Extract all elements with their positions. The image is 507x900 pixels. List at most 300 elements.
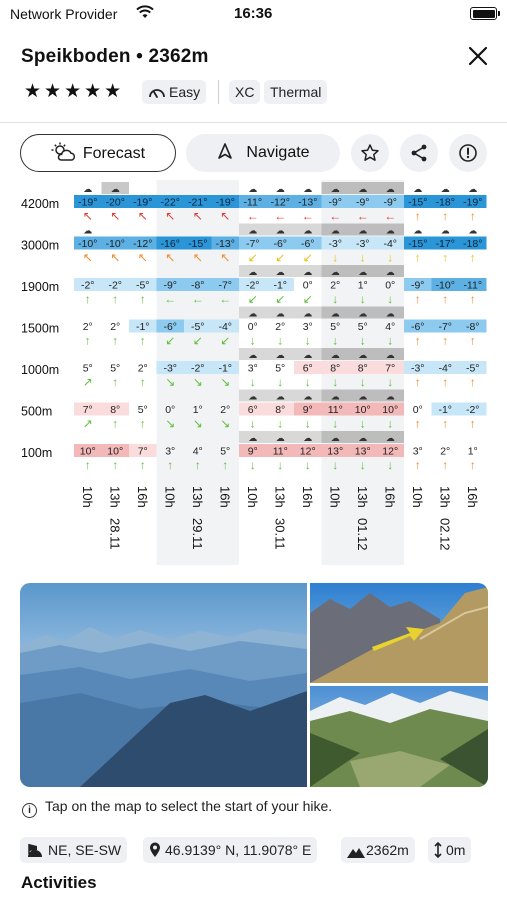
cloud-icon: ☁ <box>303 267 313 277</box>
temperature-value: 1° <box>357 279 368 292</box>
temperature-value: 5° <box>275 362 286 375</box>
altitude-label: 1900m <box>21 280 60 294</box>
cloud-icon: ☁ <box>83 184 93 194</box>
network-provider: Network Provider <box>10 6 118 22</box>
temperature-value: -1° <box>218 362 233 375</box>
temperature-value: 2° <box>110 321 121 333</box>
temperature-value: -4° <box>383 238 398 250</box>
wind-arrow: ↑ <box>112 416 119 431</box>
cloud-cover-cell <box>404 265 432 277</box>
cloud-icon: ☁ <box>275 433 285 443</box>
cloud-icon: ☁ <box>358 433 368 443</box>
hour-label: 16h <box>464 486 480 508</box>
mountain-photos[interactable] <box>20 583 488 787</box>
temperature-value: -6° <box>300 238 315 250</box>
temperature-value: 3° <box>302 321 313 333</box>
cloud-cover-cell <box>459 390 487 402</box>
cloud-cover-cell <box>432 265 460 277</box>
wind-arrow: ↘ <box>165 416 176 431</box>
temperature-value: -2° <box>80 279 95 292</box>
wind-arrow: ↘ <box>220 375 231 389</box>
wind-arrow: ← <box>164 292 177 306</box>
cloud-icon: ☁ <box>303 225 313 236</box>
altitude-label: 4200m <box>21 197 60 211</box>
date-label: 29.11 <box>189 518 205 550</box>
cloud-icon: ☁ <box>440 225 450 236</box>
elevation-chip <box>341 837 415 863</box>
alert-icon <box>458 143 478 163</box>
cloud-cover-cell <box>432 307 460 319</box>
temperature-value: 12° <box>382 445 399 458</box>
wind-arrow: ↓ <box>277 375 284 389</box>
temperature-value: -5° <box>190 321 205 333</box>
wind-arrow: ↑ <box>167 458 174 472</box>
temperature-value: -6° <box>410 321 425 333</box>
wind-arrow: ↓ <box>304 375 311 389</box>
temperature-value: 5° <box>330 321 341 333</box>
temperature-value: -13° <box>298 196 318 209</box>
cloud-icon: ☁ <box>385 184 395 194</box>
wind-arrow: ↑ <box>112 458 119 472</box>
temperature-value: 3° <box>165 445 176 458</box>
cloud-icon: ☁ <box>248 433 258 443</box>
navigate-label: Navigate <box>246 144 310 161</box>
temperature-value: -2° <box>245 279 260 292</box>
cloud-icon: ☁ <box>385 391 395 402</box>
wind-arrow: ↓ <box>359 292 366 306</box>
cloud-cover-cell <box>404 348 432 360</box>
wind-arrow: ↖ <box>192 250 203 265</box>
cloud-cover-cell <box>432 390 460 402</box>
temperature-value: 2° <box>330 279 341 292</box>
wind-arrow: ↑ <box>112 292 119 306</box>
hour-label: 10h <box>79 486 95 508</box>
wind-arrow: ↓ <box>387 458 394 472</box>
cloud-icon: ☁ <box>468 184 478 194</box>
wind-arrow: ↓ <box>387 292 394 306</box>
temperature-value: -15° <box>408 196 428 209</box>
wind-arrow: ↑ <box>414 292 421 306</box>
wind-arrow: ↓ <box>359 375 366 389</box>
cloud-icon: ☁ <box>358 225 368 236</box>
temperature-value: -15° <box>188 238 208 250</box>
favorite-button[interactable] <box>351 134 389 172</box>
temperature-value: -16° <box>160 238 180 250</box>
temperature-value: -9° <box>410 279 425 292</box>
temperature-value: 0° <box>247 321 258 333</box>
elevation-value: 2362m <box>366 842 409 858</box>
wind-arrow: ↓ <box>332 333 339 348</box>
cloud-icon: ☁ <box>330 267 340 277</box>
location-pin-icon <box>149 842 161 858</box>
gauge-icon <box>148 86 166 98</box>
temperature-value: -19° <box>215 196 235 209</box>
wind-arrow: ↙ <box>275 250 286 265</box>
hour-label: 13h <box>107 486 123 508</box>
wind-arrow: ↓ <box>359 416 366 431</box>
wind-arrow: ↓ <box>332 416 339 431</box>
wind-arrow: ↖ <box>110 250 121 265</box>
temperature-value: 13° <box>354 445 371 458</box>
star-icon <box>360 143 380 163</box>
temperature-value: 5° <box>357 321 368 333</box>
cloud-icon: ☁ <box>275 184 285 194</box>
wind-arrow: ↑ <box>222 458 229 472</box>
cloud-icon: ☁ <box>275 391 285 402</box>
temperature-value: 12° <box>299 445 316 458</box>
wind-arrow: ↓ <box>387 375 394 389</box>
wind-arrow: ↑ <box>414 209 421 223</box>
wind-arrow: ↓ <box>332 458 339 472</box>
temperature-value: -3° <box>355 238 370 250</box>
cloud-icon: ☁ <box>275 225 285 236</box>
temperature-value: -22° <box>160 196 180 209</box>
wind-arrow: ↑ <box>139 375 146 389</box>
section-title: Activities <box>21 873 97 892</box>
navigation-arrow-icon <box>216 142 234 160</box>
map-hint-text: Tap on the map to select the start of your hike. <box>45 798 333 814</box>
temperature-value: -9° <box>383 196 398 209</box>
tag-xc: XC <box>229 80 260 104</box>
photo-gallery[interactable] <box>20 583 488 787</box>
hour-label: 16h <box>382 486 398 508</box>
cloud-icon: ☁ <box>358 308 368 319</box>
partly-cloudy-icon <box>51 142 77 162</box>
temperature-value: -12° <box>133 238 153 250</box>
close-icon[interactable] <box>466 44 490 68</box>
share-button[interactable] <box>400 134 438 172</box>
wind-arrow: ↙ <box>220 333 231 348</box>
wind-arrow: ↗ <box>82 416 93 431</box>
wind-arrow: ↘ <box>192 416 203 431</box>
wind-arrow: ↖ <box>137 209 148 223</box>
wind-arrow: ↑ <box>414 458 421 472</box>
temperature-value: -3° <box>410 362 425 375</box>
wind-arrow: ↑ <box>442 458 449 472</box>
wind-arrow: ↘ <box>192 375 203 389</box>
temperature-value: -3° <box>328 238 343 250</box>
wind-arrow: ↓ <box>249 416 256 431</box>
height-difference-value: 0m <box>446 842 466 858</box>
wind-arrow: ← <box>329 209 342 223</box>
temperature-value: -19° <box>78 196 98 209</box>
map-hint <box>22 798 332 818</box>
wind-arrow: ↙ <box>247 292 258 306</box>
cloud-icon: ☁ <box>413 184 423 194</box>
temperature-value: -1° <box>135 321 150 333</box>
wind-arrow: ↙ <box>302 292 313 306</box>
temperature-value: 8° <box>110 404 121 416</box>
cloud-icon: ☁ <box>248 225 258 236</box>
altitude-label: 500m <box>21 404 53 419</box>
cloud-icon: ☁ <box>358 350 368 360</box>
wind-arrow: ↙ <box>165 333 176 348</box>
cloud-icon: ☁ <box>330 350 340 360</box>
temperature-value: -2° <box>190 362 205 375</box>
warning-button[interactable] <box>449 134 487 172</box>
tag-thermal: Thermal <box>264 80 327 104</box>
wind-arrow: ↑ <box>84 333 91 348</box>
temperature-value: -9° <box>328 196 343 209</box>
wind-arrow: ↓ <box>249 458 256 472</box>
temperature-value: 8° <box>275 404 286 416</box>
temperature-value: 11° <box>327 404 343 416</box>
wind-arrow: ↑ <box>414 416 421 431</box>
cloud-icon: ☁ <box>275 267 285 277</box>
temperature-value: -1° <box>438 404 453 416</box>
wind-arrow: ← <box>274 209 287 223</box>
temperature-value: -6° <box>163 321 178 333</box>
cloud-icon: ☁ <box>248 308 258 319</box>
altitude-label: 1500m <box>21 321 60 336</box>
temperature-value: 9° <box>302 404 313 416</box>
forecast-button[interactable] <box>20 134 176 172</box>
cloud-icon: ☁ <box>303 391 313 402</box>
wind-arrow: ↑ <box>442 375 449 389</box>
cloud-cover-cell <box>404 390 432 402</box>
wind-arrow: ↓ <box>387 416 394 431</box>
navigate-button[interactable] <box>186 134 340 172</box>
wind-arrow: ↖ <box>220 250 231 265</box>
wind-arrow: ↘ <box>220 416 231 431</box>
temperature-value: 2° <box>220 404 231 416</box>
temperature-value: 10° <box>79 445 96 458</box>
hour-label: 13h <box>189 486 205 508</box>
temperature-value: -21° <box>188 196 208 209</box>
temperature-value: 13° <box>327 445 344 458</box>
wind-arrow: ↑ <box>469 375 476 389</box>
wind-arrow: ↑ <box>112 375 119 389</box>
wind-arrow: ↖ <box>82 250 93 265</box>
cloud-icon: ☁ <box>330 433 340 443</box>
cloud-icon: ☁ <box>110 184 120 194</box>
temperature-value: 7° <box>385 362 396 375</box>
wind-arrow: ↑ <box>469 250 476 265</box>
temperature-value: 1° <box>192 404 203 416</box>
altitude-label: 3000m <box>21 238 60 253</box>
temperature-value: -9° <box>355 196 370 209</box>
date-label: 02.12 <box>437 518 453 551</box>
cloud-cover-cell <box>404 307 432 319</box>
cloud-icon: ☁ <box>358 391 368 402</box>
wind-arrow: ↑ <box>112 333 119 348</box>
cloud-icon: ☁ <box>468 225 478 236</box>
temperature-value: -5° <box>135 279 150 292</box>
wind-arrow: ↙ <box>192 333 203 348</box>
temperature-value: 8° <box>357 362 368 375</box>
cloud-icon: ☁ <box>413 225 423 236</box>
temperature-value: 5° <box>220 445 231 458</box>
temperature-value: 9° <box>247 445 258 458</box>
temperature-value: 2° <box>82 321 93 333</box>
difficulty-badge <box>142 80 206 104</box>
wind-arrow: ← <box>301 209 314 223</box>
wind-arrow: ↓ <box>304 458 311 472</box>
cloud-cover-cell <box>459 307 487 319</box>
cloud-icon: ☁ <box>330 184 340 194</box>
wind-arrow: ↑ <box>414 333 421 348</box>
temperature-value: 10° <box>382 404 399 416</box>
height-difference-chip <box>428 837 471 863</box>
cloud-icon: ☁ <box>385 225 395 236</box>
temperature-value: -7° <box>245 238 260 250</box>
cloud-icon: ☁ <box>83 225 93 236</box>
wind-arrow: ↑ <box>469 416 476 431</box>
wind-arrow: ↖ <box>165 209 176 223</box>
wind-arrow: ↗ <box>82 375 93 389</box>
cloud-cover-cell <box>459 348 487 360</box>
wind-arrow: ↑ <box>442 416 449 431</box>
wind-arrow: ↓ <box>277 458 284 472</box>
wind-arrow: ↓ <box>304 416 311 431</box>
temperature-value: -9° <box>163 279 178 292</box>
temperature-value: 2° <box>275 321 286 333</box>
temperature-value: 11° <box>272 445 288 458</box>
wind-arrow: ↑ <box>139 292 146 306</box>
temperature-value: 8° <box>330 362 341 375</box>
temperature-value: 0° <box>165 404 176 416</box>
temperature-value: 5° <box>110 362 121 375</box>
wind-arrow: ↑ <box>469 292 476 306</box>
temperature-value: -15° <box>408 238 428 250</box>
temperature-value: -11° <box>463 279 483 292</box>
hour-label: 13h <box>437 486 453 508</box>
wind-arrow: ↑ <box>414 375 421 389</box>
wind-arrow: ↙ <box>247 250 258 265</box>
hour-label: 10h <box>162 486 178 508</box>
wind-arrow: ← <box>191 292 204 306</box>
temperature-value: -4° <box>218 321 233 333</box>
hour-label: 10h <box>244 486 260 508</box>
coordinates-chip[interactable] <box>143 837 317 863</box>
divider <box>218 80 219 104</box>
date-label: 01.12 <box>354 518 370 551</box>
wind-arrow: ↖ <box>82 209 93 223</box>
temperature-value: -7° <box>218 279 233 292</box>
temperature-value: 6° <box>247 404 258 416</box>
temperature-value: -3° <box>163 362 178 375</box>
temperature-value: -5° <box>465 362 480 375</box>
cloud-icon: ☁ <box>440 184 450 194</box>
wind-direction-chip <box>20 837 127 863</box>
temperature-value: -2° <box>465 404 480 416</box>
cloud-icon: ☁ <box>385 308 395 319</box>
temperature-value: 5° <box>137 404 148 416</box>
temperature-value: -2° <box>108 279 123 292</box>
cloud-icon: ☁ <box>275 350 285 360</box>
difficulty-label: Easy <box>169 84 201 100</box>
wind-arrow: ↓ <box>249 333 256 348</box>
cloud-icon: ☁ <box>303 184 313 194</box>
wind-arrow: ↑ <box>469 333 476 348</box>
date-label: 30.11 <box>272 518 288 550</box>
temperature-value: -8° <box>190 279 205 292</box>
temperature-value: -12° <box>270 196 290 209</box>
temperature-value: -17° <box>435 238 455 250</box>
temperature-value: -4° <box>438 362 453 375</box>
wind-arrow: ↓ <box>359 250 366 265</box>
wind-arrow: ↙ <box>302 250 313 265</box>
temperature-value: 2° <box>440 445 451 458</box>
windsock-icon <box>26 842 44 858</box>
cloud-icon: ☁ <box>303 433 313 443</box>
cloud-cover-cell <box>459 265 487 277</box>
temperature-value: 0° <box>412 404 423 416</box>
wind-arrow: ↓ <box>277 333 284 348</box>
page-title: Speikboden • 2362m <box>21 46 209 67</box>
cloud-icon: ☁ <box>248 391 258 402</box>
temperature-value: -18° <box>463 238 483 250</box>
wind-arrow: ↖ <box>192 209 203 223</box>
share-icon <box>409 143 429 163</box>
wind-arrow: ↑ <box>469 458 476 472</box>
temperature-value: 7° <box>82 404 93 416</box>
cloud-icon: ☁ <box>330 391 340 402</box>
temperature-value: -19° <box>463 196 483 209</box>
hour-label: 10h <box>409 486 425 508</box>
temperature-value: -11° <box>243 196 263 209</box>
altitude-label: 100m <box>21 446 53 460</box>
hour-label: 16h <box>217 486 233 508</box>
temperature-value: 10° <box>107 445 124 458</box>
temperature-value: -7° <box>438 321 453 333</box>
wind-arrow: ↑ <box>194 458 201 472</box>
wind-arrow: ↓ <box>304 333 311 348</box>
wind-arrow: ↑ <box>139 416 146 431</box>
wind-arrow: ↓ <box>332 292 339 306</box>
wind-arrow: ← <box>384 209 397 223</box>
temperature-value: -8° <box>465 321 480 333</box>
temperature-value: 7° <box>137 445 148 458</box>
temperature-value: -10° <box>78 238 98 250</box>
temperature-value: -13° <box>215 238 235 250</box>
battery-icon <box>470 7 497 20</box>
temperature-value: -10° <box>435 279 455 292</box>
cloud-icon: ☁ <box>275 308 285 319</box>
wind-arrow: ↑ <box>414 250 421 265</box>
wind-arrow: ↖ <box>165 250 176 265</box>
status-bar <box>0 0 507 28</box>
temperature-value: -20° <box>105 196 125 209</box>
temperature-value: 3° <box>412 445 423 458</box>
temperature-value: 0° <box>385 279 396 292</box>
wind-arrow: ↓ <box>387 333 394 348</box>
divider <box>0 122 507 123</box>
temperature-value: 1° <box>467 445 478 458</box>
hour-label: 16h <box>134 486 150 508</box>
cloud-icon: ☁ <box>385 350 395 360</box>
wind-arrow: ← <box>356 209 369 223</box>
temperature-value: -10° <box>105 238 125 250</box>
cloud-icon: ☁ <box>330 308 340 319</box>
star-rating: ★★★★★ <box>24 81 125 102</box>
cloud-icon: ☁ <box>248 350 258 360</box>
clock: 16:36 <box>234 5 273 22</box>
wind-arrow: ↓ <box>359 458 366 472</box>
cloud-icon: ☁ <box>385 433 395 443</box>
coordinates-value: 46.9139° N, 11.9078° E <box>165 842 312 858</box>
altitude-label: 1000m <box>21 363 60 377</box>
wind-arrow: ↑ <box>442 209 449 223</box>
mountain-icon <box>347 846 365 858</box>
wind-arrow: ↓ <box>277 416 284 431</box>
cloud-icon: ☁ <box>248 267 258 277</box>
temperature-value: -19° <box>133 196 153 209</box>
forecast-label: Forecast <box>82 145 146 162</box>
wind-arrow: ↓ <box>332 375 339 389</box>
vertical-arrows-icon <box>434 842 442 858</box>
wind-arrow: ↓ <box>249 375 256 389</box>
